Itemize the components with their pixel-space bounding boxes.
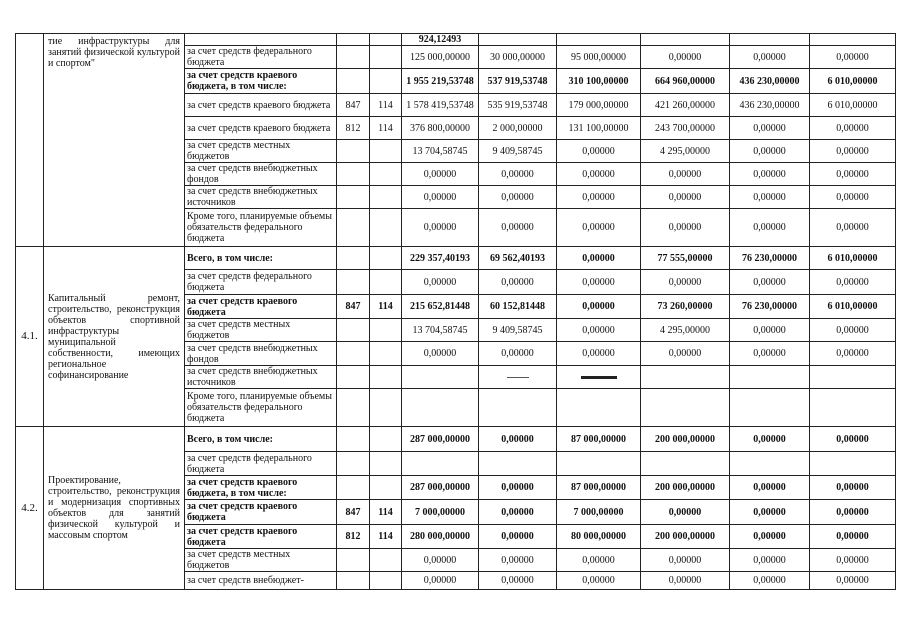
amount-cell: 200 000,00000 (641, 476, 730, 500)
rz-cell (370, 34, 402, 46)
amount-cell: 0,00000 (479, 476, 557, 500)
amount-cell (730, 452, 810, 476)
amount-cell: 0,00000 (479, 572, 557, 590)
amount-cell: 0,00000 (730, 342, 810, 366)
rz-code (370, 46, 402, 69)
item-description: тие инфраструктуры для занятий физической культурой и спортом" (44, 34, 185, 247)
amount-cell: 0,00000 (730, 525, 810, 549)
gr-code (337, 247, 370, 270)
amount-cell: 0,00000 (641, 572, 730, 590)
amount-cell: 0,00000 (810, 186, 896, 209)
rz-code: 114 (370, 500, 402, 525)
gr-code (337, 476, 370, 500)
amount-cell: 535 919,53748 (479, 94, 557, 117)
amount-cell: 0,00000 (641, 500, 730, 525)
gr-code (337, 572, 370, 590)
amount-cell (557, 366, 641, 389)
amount-cell: 1 955 219,53748 (402, 69, 479, 94)
amount-cell: 0,00000 (730, 46, 810, 69)
redaction-mark (581, 376, 617, 379)
amount-cell: 6 010,00000 (810, 94, 896, 117)
amount-cell: 0,00000 (402, 163, 479, 186)
amount-cell: 0,00000 (402, 342, 479, 366)
amount-cell: 6 010,00000 (810, 295, 896, 319)
amount-cell: 229 357,40193 (402, 247, 479, 270)
amount-cell (810, 389, 896, 427)
amount-cell: 0,00000 (810, 140, 896, 163)
amount-cell: 4 295,00000 (641, 140, 730, 163)
amount-cell: 0,00000 (641, 186, 730, 209)
amount-cell: 6 010,00000 (810, 247, 896, 270)
gr-code (337, 549, 370, 572)
amount-cell: 0,00000 (557, 186, 641, 209)
amount-cell: 13 704,58745 (402, 319, 479, 342)
amount-cell: 0,00000 (730, 572, 810, 590)
amount-cell: 436 230,00000 (730, 94, 810, 117)
amount-cell: 0,00000 (810, 163, 896, 186)
amount-cell: 200 000,00000 (641, 427, 730, 452)
rz-code (370, 270, 402, 295)
rz-code (370, 389, 402, 427)
amount-cell: 0,00000 (402, 270, 479, 295)
amount-cell: 0,00000 (810, 319, 896, 342)
gr-code (337, 186, 370, 209)
funding-source-label: за счет средств краевого бюджета (185, 525, 337, 549)
amount-cell: 0,00000 (557, 270, 641, 295)
amount-cell: 76 230,00000 (730, 295, 810, 319)
amount-cell: 0,00000 (730, 270, 810, 295)
amount-cell: 0,00000 (641, 209, 730, 247)
amount-cell: 0,00000 (730, 476, 810, 500)
amount-cell: 0,00000 (557, 572, 641, 590)
amount-cell: 0,00000 (402, 209, 479, 247)
amount-cell: 69 562,40193 (479, 247, 557, 270)
rz-code (370, 427, 402, 452)
budget-table (15, 33, 896, 590)
rz-code (370, 342, 402, 366)
amount-cell (557, 389, 641, 427)
amount-cell: 0,00000 (730, 209, 810, 247)
amount-cell: 0,00000 (730, 186, 810, 209)
funding-source-label: за счет средств краевого бюджета (185, 117, 337, 140)
funding-source-label: за счет средств внебюджетных фондов (185, 342, 337, 366)
amount-cell: 436 230,00000 (730, 69, 810, 94)
rz-code (370, 163, 402, 186)
amount-cell: 60 152,81448 (479, 295, 557, 319)
amount-cell: 376 800,00000 (402, 117, 479, 140)
amount-cell: 0,00000 (810, 572, 896, 590)
amount-cell: 73 260,00000 (641, 295, 730, 319)
funding-source-label: за счет средств краевого бюджета, в том числе: (185, 476, 337, 500)
amount-cell: 1 578 419,53748 (402, 94, 479, 117)
rz-code (370, 572, 402, 590)
funding-source-label: за счет средств федерального бюджета (185, 46, 337, 69)
amount-cell: 0,00000 (641, 342, 730, 366)
amount-cell (402, 389, 479, 427)
rz-code: 114 (370, 525, 402, 549)
amount-cell: 0,00000 (479, 163, 557, 186)
funding-source-label: за счет средств местных бюджетов (185, 319, 337, 342)
funding-source-label: Всего, в том числе: (185, 247, 337, 270)
amount-cell: 0,00000 (479, 342, 557, 366)
amount-cell: 0,00000 (402, 186, 479, 209)
amount-cell: 9 409,58745 (479, 319, 557, 342)
amount-cell: 0,00000 (557, 163, 641, 186)
amount-cell: 76 230,00000 (730, 247, 810, 270)
amount-cell: 0,00000 (402, 549, 479, 572)
funding-source-label: за счет средств федерального бюджета (185, 452, 337, 476)
amount-cell: 0,00000 (730, 319, 810, 342)
gr-code (337, 319, 370, 342)
funding-source-label: за счет средств внебюджет- (185, 572, 337, 590)
table-row (16, 427, 896, 452)
gr-code (337, 69, 370, 94)
amount-cell: 77 555,00000 (641, 247, 730, 270)
rz-code (370, 366, 402, 389)
amount-cell: 9 409,58745 (479, 140, 557, 163)
amount-cell: 0,00000 (557, 342, 641, 366)
rz-code (370, 247, 402, 270)
amount-cell (479, 389, 557, 427)
amount-cell: 0,00000 (810, 525, 896, 549)
amount-cell: 537 919,53748 (479, 69, 557, 94)
amount-cell: 0,00000 (641, 46, 730, 69)
amount-cell: 310 100,00000 (557, 69, 641, 94)
funding-source-label: Всего, в том числе: (185, 427, 337, 452)
amount-cell: 0,00000 (479, 186, 557, 209)
funding-source-label: Кроме того, планируемые объемы обязательств федерального бюджета (185, 209, 337, 247)
amount-cell: 0,00000 (479, 427, 557, 452)
amount-cell: 0,00000 (479, 549, 557, 572)
amount-cell: 30 000,00000 (479, 46, 557, 69)
value-cell (479, 34, 557, 46)
gr-code: 847 (337, 500, 370, 525)
amount-cell (402, 366, 479, 389)
gr-code (337, 46, 370, 69)
amount-cell: 0,00000 (557, 247, 641, 270)
table-row (16, 247, 896, 270)
funding-source-label: за счет средств внебюджетных источников (185, 186, 337, 209)
amount-cell: 0,00000 (810, 549, 896, 572)
item-description: Капитальный ремонт, строительство, реконструкция объектов спортивной инфраструктуры муниципальной собственности, имеющих региональное софинансирование (44, 247, 185, 427)
rz-code: 114 (370, 94, 402, 117)
rz-code: 114 (370, 117, 402, 140)
amount-cell: 0,00000 (557, 209, 641, 247)
amount-cell: 7 000,00000 (557, 500, 641, 525)
amount-cell: 0,00000 (557, 549, 641, 572)
gr-code (337, 270, 370, 295)
amount-cell (479, 452, 557, 476)
index-cell (16, 34, 44, 247)
amount-cell: 0,00000 (402, 572, 479, 590)
funding-source-label: за счет средств внебюджетных источников (185, 366, 337, 389)
amount-cell: 664 960,00000 (641, 69, 730, 94)
amount-cell: 0,00000 (810, 500, 896, 525)
amount-cell (810, 452, 896, 476)
funding-source-label: Кроме того, планируемые объемы обязательств федерального бюджета (185, 389, 337, 427)
amount-cell: 0,00000 (557, 295, 641, 319)
continued-total-value: 924,12493 (402, 34, 479, 46)
amount-cell: 0,00000 (730, 163, 810, 186)
funding-source-label: за счет средств федерального бюджета (185, 270, 337, 295)
amount-cell: 87 000,00000 (557, 476, 641, 500)
amount-cell: 0,00000 (810, 476, 896, 500)
table-row (16, 34, 896, 46)
amount-cell: 287 000,00000 (402, 476, 479, 500)
value-cell (810, 34, 896, 46)
row-index: 4.2. (16, 427, 44, 590)
amount-cell: 87 000,00000 (557, 427, 641, 452)
amount-cell: 0,00000 (730, 140, 810, 163)
amount-cell: 280 000,00000 (402, 525, 479, 549)
rz-code (370, 452, 402, 476)
rz-code (370, 319, 402, 342)
amount-cell: 0,00000 (810, 270, 896, 295)
rz-code: 114 (370, 295, 402, 319)
amount-cell (402, 452, 479, 476)
amount-cell: 0,00000 (479, 209, 557, 247)
redaction-mark (507, 377, 529, 378)
amount-cell: 95 000,00000 (557, 46, 641, 69)
item-description: Проектирование, строительство, реконструкция и модернизация спортивных объектов для занятий физической культурой и массовым спортом (44, 427, 185, 590)
amount-cell: 0,00000 (810, 342, 896, 366)
amount-cell: 200 000,00000 (641, 525, 730, 549)
amount-cell: 0,00000 (641, 270, 730, 295)
amount-cell: 80 000,00000 (557, 525, 641, 549)
amount-cell (730, 389, 810, 427)
amount-cell: 0,00000 (641, 163, 730, 186)
gr-code (337, 452, 370, 476)
gr-code (337, 209, 370, 247)
amount-cell: 2 000,00000 (479, 117, 557, 140)
amount-cell: 0,00000 (810, 209, 896, 247)
amount-cell: 179 000,00000 (557, 94, 641, 117)
rz-code (370, 69, 402, 94)
amount-cell: 0,00000 (557, 140, 641, 163)
funding-source-label: за счет средств внебюджетных фондов (185, 163, 337, 186)
gr-code (337, 389, 370, 427)
funding-source-label: за счет средств краевого бюджета (185, 500, 337, 525)
rz-code (370, 549, 402, 572)
funding-source-label: за счет средств краевого бюджета, в том числе: (185, 69, 337, 94)
amount-cell (557, 452, 641, 476)
amount-cell: 0,00000 (730, 117, 810, 140)
gr-code (337, 366, 370, 389)
amount-cell: 0,00000 (730, 500, 810, 525)
amount-cell: 287 000,00000 (402, 427, 479, 452)
amount-cell (641, 366, 730, 389)
amount-cell: 6 010,00000 (810, 69, 896, 94)
gr-code (337, 427, 370, 452)
amount-cell: 13 704,58745 (402, 140, 479, 163)
value-cell (641, 34, 730, 46)
gr-code (337, 342, 370, 366)
label-cell (185, 34, 337, 46)
amount-cell: 0,00000 (810, 427, 896, 452)
gr-code (337, 140, 370, 163)
amount-cell: 243 700,00000 (641, 117, 730, 140)
rz-code (370, 476, 402, 500)
amount-cell: 131 100,00000 (557, 117, 641, 140)
amount-cell: 0,00000 (557, 319, 641, 342)
amount-cell (730, 366, 810, 389)
funding-source-label: за счет средств краевого бюджета (185, 295, 337, 319)
gr-cell (337, 34, 370, 46)
value-cell (557, 34, 641, 46)
amount-cell (479, 366, 557, 389)
rz-code (370, 209, 402, 247)
gr-code: 847 (337, 295, 370, 319)
amount-cell: 125 000,00000 (402, 46, 479, 69)
rz-code (370, 186, 402, 209)
amount-cell (641, 452, 730, 476)
value-cell (730, 34, 810, 46)
funding-source-label: за счет средств местных бюджетов (185, 140, 337, 163)
gr-code: 812 (337, 525, 370, 549)
gr-code: 847 (337, 94, 370, 117)
amount-cell: 0,00000 (641, 549, 730, 572)
amount-cell: 0,00000 (810, 46, 896, 69)
amount-cell: 7 000,00000 (402, 500, 479, 525)
rz-code (370, 140, 402, 163)
amount-cell: 215 652,81448 (402, 295, 479, 319)
amount-cell: 4 295,00000 (641, 319, 730, 342)
gr-code: 812 (337, 117, 370, 140)
amount-cell: 0,00000 (730, 427, 810, 452)
amount-cell: 0,00000 (730, 549, 810, 572)
table-body (16, 34, 896, 590)
amount-cell: 421 260,00000 (641, 94, 730, 117)
amount-cell: 0,00000 (810, 117, 896, 140)
amount-cell: 0,00000 (479, 500, 557, 525)
funding-source-label: за счет средств местных бюджетов (185, 549, 337, 572)
funding-source-label: за счет средств краевого бюджета (185, 94, 337, 117)
row-index: 4.1. (16, 247, 44, 427)
amount-cell: 0,00000 (479, 270, 557, 295)
gr-code (337, 163, 370, 186)
amount-cell (810, 366, 896, 389)
amount-cell (641, 389, 730, 427)
amount-cell: 0,00000 (479, 525, 557, 549)
